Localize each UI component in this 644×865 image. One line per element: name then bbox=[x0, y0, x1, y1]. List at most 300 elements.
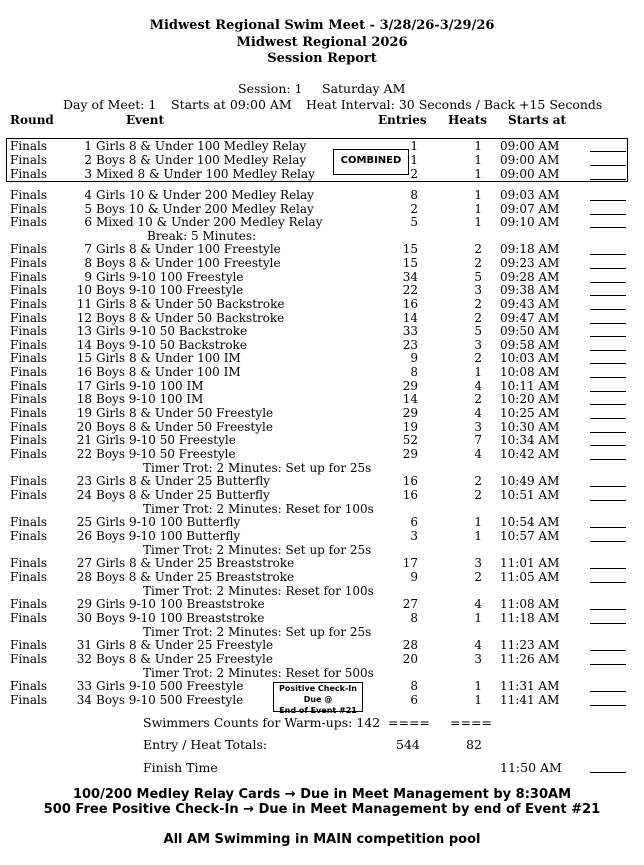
start-time-cell: 09:07 AM bbox=[500, 202, 560, 216]
signoff-line bbox=[590, 623, 626, 624]
signoff-line bbox=[590, 432, 626, 433]
event-row bbox=[0, 448, 644, 462]
event-row bbox=[0, 407, 644, 421]
entries-cell: 3 bbox=[410, 529, 418, 543]
event-row bbox=[0, 325, 644, 339]
total-entries: 544 bbox=[396, 737, 420, 752]
event-name: Boys 8 & Under 100 Medley Relay bbox=[96, 153, 307, 167]
heats-cell: 2 bbox=[474, 392, 482, 406]
entries-cell: 29 bbox=[402, 379, 418, 393]
round-cell: Finals bbox=[10, 215, 48, 229]
round-cell: Finals bbox=[10, 379, 48, 393]
round-cell: Finals bbox=[10, 270, 48, 284]
start-time-cell: 11:01 AM bbox=[500, 556, 560, 570]
heats-cell: 2 bbox=[474, 297, 482, 311]
entries-cell: 8 bbox=[410, 365, 418, 379]
heats-cell: 1 bbox=[474, 611, 482, 625]
col-event: Event bbox=[126, 113, 165, 127]
heats-cell: 4 bbox=[474, 597, 482, 611]
round-cell: Finals bbox=[10, 447, 48, 461]
round-cell: Finals bbox=[10, 652, 48, 666]
entries-cell: 33 bbox=[402, 324, 418, 338]
break-note: Timer Trot: 2 Minutes: Reset for 100s bbox=[143, 584, 374, 598]
combined-label: COMBINED bbox=[333, 149, 409, 175]
entries-cell: 27 bbox=[402, 597, 418, 611]
entries-cell: 20 bbox=[402, 652, 418, 666]
event-number: 20 bbox=[76, 420, 92, 434]
heats-cell: 4 bbox=[474, 379, 482, 393]
event-row bbox=[0, 516, 644, 530]
round-cell: Finals bbox=[10, 324, 48, 338]
event-name: Boys 8 & Under 50 Freestyle bbox=[96, 420, 273, 434]
event-name: Girls 9-10 100 Butterfly bbox=[96, 515, 241, 529]
signoff-line bbox=[590, 418, 626, 419]
round-cell: Finals bbox=[10, 611, 48, 625]
start-time-cell: 11:26 AM bbox=[500, 652, 560, 666]
round-cell: Finals bbox=[10, 406, 48, 420]
heats-cell: 3 bbox=[474, 556, 482, 570]
heats-cell: 3 bbox=[474, 420, 482, 434]
event-name: Boys 9-10 100 Freestyle bbox=[96, 283, 244, 297]
entry-heat-totals-label: Entry / Heat Totals: bbox=[143, 737, 268, 752]
entries-cell: 52 bbox=[402, 433, 418, 447]
signoff-line bbox=[590, 486, 626, 487]
heats-cell: 5 bbox=[474, 270, 482, 284]
heats-cell: 2 bbox=[474, 256, 482, 270]
event-name: Girls 8 & Under 25 Breaststroke bbox=[96, 556, 295, 570]
signoff-line bbox=[590, 568, 626, 569]
round-cell: Finals bbox=[10, 693, 48, 707]
event-name: Girls 8 & Under 50 Backstroke bbox=[96, 297, 285, 311]
heats-cell: 5 bbox=[474, 324, 482, 338]
break-note: Timer Trot: 2 Minutes: Reset for 100s bbox=[143, 502, 374, 516]
break-note: Timer Trot: 2 Minutes: Reset for 500s bbox=[143, 666, 374, 680]
day-of-meet: Day of Meet: 1 bbox=[63, 97, 157, 112]
start-time-cell: 09:50 AM bbox=[500, 324, 560, 338]
break-note: Timer Trot: 2 Minutes: Set up for 25s bbox=[143, 625, 372, 639]
event-number: 9 bbox=[84, 270, 92, 284]
event-number: 23 bbox=[76, 474, 92, 488]
round-cell: Finals bbox=[10, 515, 48, 529]
event-row bbox=[0, 393, 644, 407]
entries-cell: 16 bbox=[402, 488, 418, 502]
finish-time-label: Finish Time bbox=[143, 760, 218, 775]
event-name: Boys 10 & Under 200 Medley Relay bbox=[96, 202, 314, 216]
event-row bbox=[0, 653, 644, 667]
checkin-note-line2: End of Event #21 bbox=[279, 706, 357, 715]
start-time-cell: 10:20 AM bbox=[500, 392, 560, 406]
event-row bbox=[0, 352, 644, 366]
event-number: 1 bbox=[84, 139, 92, 153]
heats-cell: 1 bbox=[474, 679, 482, 693]
signoff-line bbox=[590, 377, 626, 378]
event-name: Girls 8 & Under 100 IM bbox=[96, 351, 241, 365]
entries-cell: 2 bbox=[410, 202, 418, 216]
event-name: Mixed 8 & Under 100 Medley Relay bbox=[96, 167, 315, 181]
round-cell: Finals bbox=[10, 311, 48, 325]
event-name: Boys 9-10 50 Freestyle bbox=[96, 447, 236, 461]
event-row bbox=[0, 598, 644, 612]
event-name: Boys 8 & Under 100 IM bbox=[96, 365, 241, 379]
event-number: 4 bbox=[84, 188, 92, 202]
event-number: 13 bbox=[76, 324, 92, 338]
event-row bbox=[0, 434, 644, 448]
event-row bbox=[0, 571, 644, 585]
event-number: 27 bbox=[76, 556, 92, 570]
heats-cell: 3 bbox=[474, 283, 482, 297]
event-name: Girls 9-10 50 Backstroke bbox=[96, 324, 248, 338]
signoff-line bbox=[590, 282, 626, 283]
heats-cell: 2 bbox=[474, 488, 482, 502]
signoff-line bbox=[590, 445, 626, 446]
start-time-cell: 10:57 AM bbox=[500, 529, 560, 543]
entries-cell: 29 bbox=[402, 406, 418, 420]
event-number: 28 bbox=[76, 570, 92, 584]
event-name: Girls 9-10 100 Breaststroke bbox=[96, 597, 265, 611]
entries-cell: 16 bbox=[402, 474, 418, 488]
signoff-line bbox=[590, 363, 626, 364]
event-name: Boys 8 & Under 25 Freestyle bbox=[96, 652, 273, 666]
entries-separator: ==== bbox=[388, 715, 430, 730]
entries-cell: 15 bbox=[402, 256, 418, 270]
entries-cell: 14 bbox=[402, 311, 418, 325]
start-time-cell: 10:42 AM bbox=[500, 447, 560, 461]
round-cell: Finals bbox=[10, 679, 48, 693]
start-time-cell: 09:23 AM bbox=[500, 256, 560, 270]
event-name: Boys 8 & Under 50 Backstroke bbox=[96, 311, 285, 325]
signoff-line bbox=[590, 459, 626, 460]
signoff-line bbox=[590, 214, 626, 215]
event-number: 3 bbox=[84, 167, 92, 181]
signoff-line bbox=[590, 582, 626, 583]
event-number: 7 bbox=[84, 242, 92, 256]
heats-cell: 1 bbox=[474, 693, 482, 707]
round-cell: Finals bbox=[10, 420, 48, 434]
event-number: 26 bbox=[76, 529, 92, 543]
report-title: Midwest Regional Swim Meet - 3/28/26-3/29/26 bbox=[149, 18, 495, 33]
relay-cards-note: 100/200 Medley Relay Cards → Due in Meet Management by 8:30AM bbox=[72, 787, 572, 802]
event-row bbox=[0, 489, 644, 503]
session-number: Session: 1 bbox=[238, 81, 303, 96]
event-number: 15 bbox=[76, 351, 92, 365]
start-time-cell: 11:41 AM bbox=[500, 693, 560, 707]
round-cell: Finals bbox=[10, 433, 48, 447]
heats-cell: 1 bbox=[474, 529, 482, 543]
entries-cell: 9 bbox=[410, 351, 418, 365]
start-time-cell: 09:00 AM bbox=[500, 139, 560, 153]
checkin-note bbox=[273, 682, 363, 715]
event-row bbox=[0, 243, 644, 257]
col-starts-at: Starts at bbox=[508, 113, 567, 127]
event-name: Boys 8 & Under 25 Butterfly bbox=[96, 488, 270, 502]
entries-cell: 8 bbox=[410, 188, 418, 202]
event-name: Boys 8 & Under 25 Breaststroke bbox=[96, 570, 295, 584]
heats-cell: 1 bbox=[474, 167, 482, 181]
warmup-count: Swimmers Counts for Warm-ups: 142 bbox=[143, 715, 381, 730]
start-time-cell: 11:05 AM bbox=[500, 570, 560, 584]
event-number: 14 bbox=[76, 338, 92, 352]
event-name: Mixed 10 & Under 200 Medley Relay bbox=[96, 215, 323, 229]
entries-cell: 5 bbox=[410, 215, 418, 229]
event-name: Girls 8 & Under 25 Freestyle bbox=[96, 638, 274, 652]
heats-separator: ==== bbox=[450, 715, 492, 730]
meet-name: Midwest Regional 2026 bbox=[236, 35, 408, 50]
event-number: 17 bbox=[76, 379, 92, 393]
signoff-line bbox=[590, 200, 626, 201]
heats-cell: 1 bbox=[474, 365, 482, 379]
event-number: 34 bbox=[76, 693, 92, 707]
start-time-cell: 10:34 AM bbox=[500, 433, 560, 447]
heats-cell: 4 bbox=[474, 406, 482, 420]
signoff-line bbox=[590, 323, 626, 324]
signoff-line bbox=[590, 527, 626, 528]
entries-cell: 19 bbox=[402, 420, 418, 434]
start-time-cell: 09:58 AM bbox=[500, 338, 560, 352]
signoff-line bbox=[590, 391, 626, 392]
entries-cell: 15 bbox=[402, 242, 418, 256]
event-name: Girls 10 & Under 200 Medley Relay bbox=[96, 188, 314, 202]
event-name: Girls 9-10 500 Freestyle bbox=[96, 679, 244, 693]
round-cell: Finals bbox=[10, 392, 48, 406]
start-time-cell: 11:18 AM bbox=[500, 611, 560, 625]
entries-cell: 22 bbox=[402, 283, 418, 297]
round-cell: Finals bbox=[10, 256, 48, 270]
event-row bbox=[0, 298, 644, 312]
round-cell: Finals bbox=[10, 153, 48, 167]
heats-cell: 1 bbox=[474, 515, 482, 529]
signoff-line bbox=[590, 227, 626, 228]
finish-signature-line bbox=[590, 772, 626, 773]
entries-cell: 1 bbox=[410, 139, 418, 153]
entries-cell: 28 bbox=[402, 638, 418, 652]
signoff-line bbox=[590, 179, 626, 180]
event-number: 33 bbox=[76, 679, 92, 693]
entries-cell: 2 bbox=[410, 167, 418, 181]
event-name: Girls 9-10 100 IM bbox=[96, 379, 204, 393]
event-number: 32 bbox=[76, 652, 92, 666]
heats-cell: 1 bbox=[474, 153, 482, 167]
event-name: Boys 9-10 100 IM bbox=[96, 392, 204, 406]
entries-cell: 1 bbox=[410, 153, 418, 167]
event-name: Girls 9-10 50 Freestyle bbox=[96, 433, 236, 447]
round-cell: Finals bbox=[10, 167, 48, 181]
event-name: Girls 9-10 100 Freestyle bbox=[96, 270, 244, 284]
signoff-line bbox=[590, 295, 626, 296]
session-day: Saturday AM bbox=[322, 81, 406, 96]
event-number: 22 bbox=[76, 447, 92, 461]
start-time-cell: 09:00 AM bbox=[500, 153, 560, 167]
event-name: Girls 8 & Under 100 Freestyle bbox=[96, 242, 281, 256]
signoff-line bbox=[590, 691, 626, 692]
event-row bbox=[0, 154, 644, 168]
entries-cell: 6 bbox=[410, 693, 418, 707]
event-number: 5 bbox=[84, 202, 92, 216]
event-number: 29 bbox=[76, 597, 92, 611]
signoff-line bbox=[590, 664, 626, 665]
start-time-cell: 10:51 AM bbox=[500, 488, 560, 502]
event-row bbox=[0, 557, 644, 571]
entries-cell: 9 bbox=[410, 570, 418, 584]
signoff-line bbox=[590, 254, 626, 255]
heats-cell: 7 bbox=[474, 433, 482, 447]
event-name: Boys 9-10 50 Backstroke bbox=[96, 338, 247, 352]
round-cell: Finals bbox=[10, 597, 48, 611]
start-time-cell: 10:11 AM bbox=[500, 379, 560, 393]
event-name: Boys 9-10 500 Freestyle bbox=[96, 693, 244, 707]
event-number: 25 bbox=[76, 515, 92, 529]
event-row bbox=[0, 366, 644, 380]
event-row bbox=[0, 140, 644, 154]
round-cell: Finals bbox=[10, 202, 48, 216]
entries-cell: 17 bbox=[402, 556, 418, 570]
event-number: 12 bbox=[76, 311, 92, 325]
report-subtitle: Session Report bbox=[267, 51, 377, 66]
signoff-line bbox=[590, 404, 626, 405]
total-heats: 82 bbox=[466, 737, 482, 752]
col-round: Round bbox=[10, 113, 54, 127]
heats-cell: 3 bbox=[474, 338, 482, 352]
signoff-line bbox=[590, 151, 626, 152]
round-cell: Finals bbox=[10, 529, 48, 543]
start-time-cell: 09:18 AM bbox=[500, 242, 560, 256]
start-time-cell: 10:54 AM bbox=[500, 515, 560, 529]
entries-cell: 16 bbox=[402, 297, 418, 311]
signoff-line bbox=[590, 336, 626, 337]
round-cell: Finals bbox=[10, 638, 48, 652]
col-heats: Heats bbox=[448, 113, 488, 127]
signoff-line bbox=[590, 268, 626, 269]
start-time-cell: 09:10 AM bbox=[500, 215, 560, 229]
start-time-cell: 09:47 AM bbox=[500, 311, 560, 325]
round-cell: Finals bbox=[10, 556, 48, 570]
event-number: 10 bbox=[76, 283, 92, 297]
event-number: 18 bbox=[76, 392, 92, 406]
heats-cell: 2 bbox=[474, 351, 482, 365]
start-time-cell: 10:25 AM bbox=[500, 406, 560, 420]
entries-cell: 8 bbox=[410, 679, 418, 693]
event-name: Girls 8 & Under 100 Medley Relay bbox=[96, 139, 307, 153]
session-start: Starts at 09:00 AM bbox=[171, 97, 292, 112]
signoff-line bbox=[590, 650, 626, 651]
heats-cell: 4 bbox=[474, 447, 482, 461]
event-name: Boys 9-10 100 Breaststroke bbox=[96, 611, 265, 625]
start-time-cell: 11:08 AM bbox=[500, 597, 560, 611]
round-cell: Finals bbox=[10, 283, 48, 297]
entries-cell: 14 bbox=[402, 392, 418, 406]
break-note: Timer Trot: 2 Minutes: Set up for 25s bbox=[143, 543, 372, 557]
event-row bbox=[0, 257, 644, 271]
heats-cell: 1 bbox=[474, 202, 482, 216]
start-time-cell: 09:28 AM bbox=[500, 270, 560, 284]
round-cell: Finals bbox=[10, 139, 48, 153]
event-number: 8 bbox=[84, 256, 92, 270]
start-time-cell: 10:30 AM bbox=[500, 420, 560, 434]
pool-note: All AM Swimming in MAIN competition pool bbox=[163, 832, 481, 847]
heats-cell: 1 bbox=[474, 188, 482, 202]
event-number: 6 bbox=[84, 215, 92, 229]
event-row bbox=[0, 168, 644, 182]
event-number: 31 bbox=[76, 638, 92, 652]
entries-cell: 34 bbox=[402, 270, 418, 284]
signoff-line bbox=[590, 309, 626, 310]
round-cell: Finals bbox=[10, 570, 48, 584]
heat-interval: Heat Interval: 30 Seconds / Back +15 Seconds bbox=[306, 97, 603, 112]
round-cell: Finals bbox=[10, 365, 48, 379]
start-time-cell: 11:31 AM bbox=[500, 679, 560, 693]
start-time-cell: 09:03 AM bbox=[500, 188, 560, 202]
event-number: 30 bbox=[76, 611, 92, 625]
entries-cell: 6 bbox=[410, 515, 418, 529]
round-cell: Finals bbox=[10, 488, 48, 502]
entries-cell: 8 bbox=[410, 611, 418, 625]
event-number: 2 bbox=[84, 153, 92, 167]
entries-cell: 23 bbox=[402, 338, 418, 352]
start-time-cell: 11:23 AM bbox=[500, 638, 560, 652]
checkin-due-note: 500 Free Positive Check-In → Due in Meet Management by end of Event #21 bbox=[43, 802, 601, 817]
event-name: Girls 8 & Under 25 Butterfly bbox=[96, 474, 270, 488]
event-row bbox=[0, 475, 644, 489]
event-number: 11 bbox=[76, 297, 92, 311]
event-name: Girls 8 & Under 50 Freestyle bbox=[96, 406, 274, 420]
round-cell: Finals bbox=[10, 474, 48, 488]
heats-cell: 4 bbox=[474, 638, 482, 652]
event-row bbox=[0, 530, 644, 544]
signoff-line bbox=[590, 705, 626, 706]
event-row bbox=[0, 639, 644, 653]
start-time-cell: 09:43 AM bbox=[500, 297, 560, 311]
heats-cell: 2 bbox=[474, 474, 482, 488]
round-cell: Finals bbox=[10, 188, 48, 202]
break-note: Break: 5 Minutes: bbox=[147, 229, 257, 243]
event-number: 16 bbox=[76, 365, 92, 379]
entries-cell: 29 bbox=[402, 447, 418, 461]
heats-cell: 1 bbox=[474, 215, 482, 229]
round-cell: Finals bbox=[10, 297, 48, 311]
heats-cell: 1 bbox=[474, 139, 482, 153]
signoff-line bbox=[590, 350, 626, 351]
round-cell: Finals bbox=[10, 338, 48, 352]
event-number: 24 bbox=[76, 488, 92, 502]
signoff-line bbox=[590, 500, 626, 501]
break-note: Timer Trot: 2 Minutes: Set up for 25s bbox=[143, 461, 372, 475]
event-row bbox=[0, 284, 644, 298]
event-name: Boys 8 & Under 100 Freestyle bbox=[96, 256, 281, 270]
finish-time: 11:50 AM bbox=[500, 760, 562, 775]
event-number: 19 bbox=[76, 406, 92, 420]
event-row bbox=[0, 612, 644, 626]
heats-cell: 2 bbox=[474, 311, 482, 325]
col-entries: Entries bbox=[378, 113, 427, 127]
signoff-line bbox=[590, 541, 626, 542]
start-time-cell: 09:38 AM bbox=[500, 283, 560, 297]
event-number: 21 bbox=[76, 433, 92, 447]
start-time-cell: 09:00 AM bbox=[500, 167, 560, 181]
start-time-cell: 10:49 AM bbox=[500, 474, 560, 488]
event-name: Boys 9-10 100 Butterfly bbox=[96, 529, 241, 543]
round-cell: Finals bbox=[10, 242, 48, 256]
round-cell: Finals bbox=[10, 351, 48, 365]
signoff-line bbox=[590, 165, 626, 166]
checkin-note-line1: Positive Check-In Due @ bbox=[279, 684, 357, 704]
heats-cell: 2 bbox=[474, 570, 482, 584]
signoff-line bbox=[590, 609, 626, 610]
heats-cell: 2 bbox=[474, 242, 482, 256]
event-row bbox=[0, 216, 644, 230]
start-time-cell: 10:03 AM bbox=[500, 351, 560, 365]
event-row bbox=[0, 189, 644, 203]
heats-cell: 3 bbox=[474, 652, 482, 666]
start-time-cell: 10:08 AM bbox=[500, 365, 560, 379]
